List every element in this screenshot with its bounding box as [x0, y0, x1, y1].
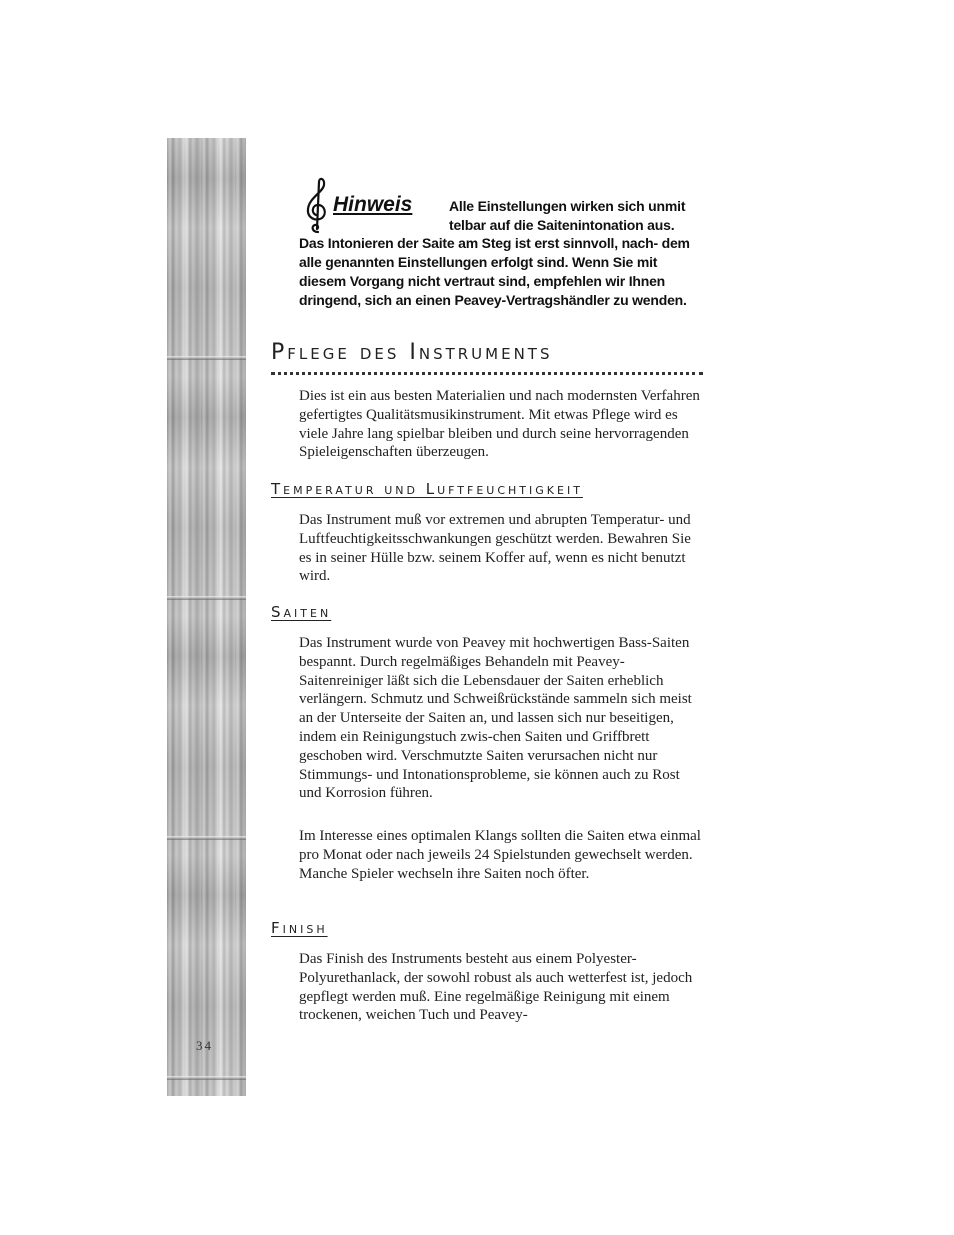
wood-grain-sidebar	[167, 138, 246, 1096]
note-first-lines: Alle Einstellungen wirken sich unmit telbar auf die Saitenintonation aus.	[449, 198, 686, 233]
section-title-temperature: Temperatur und Luftfeuchtigkeit	[271, 480, 583, 498]
page-number: 34	[196, 1038, 213, 1053]
treble-clef-icon	[304, 176, 330, 234]
note-title: Hinweis	[333, 193, 413, 216]
strings-paragraph-2: Im Interesse eines optimalen Klangs sollten die Saiten etwa einmal pro Monat oder nach jeweils 24 Spielstunden gewechselt werden. Manche Spieler wechseln ihre Saiten noch öfter.	[299, 828, 701, 882]
section-title-strings: Saiten	[271, 603, 332, 621]
section-title-care: Pflege des Instruments	[271, 340, 553, 365]
wood-seam	[167, 596, 246, 600]
finish-paragraph: Das Finish des Instruments besteht aus einem Polyester-Polyurethanlack, der sowohl robust als auch wetterfest ist, jedoch gepflegt werden muß. Eine regelmäßige Reinigung mit einem trockenen, weichen Tuch und Peavey-	[299, 951, 693, 1024]
care-intro-paragraph: Dies ist ein aus besten Materialien und nach modernsten Verfahren gefertigtes Qualitätsmusikinstrument. Mit etwas Pflege wird es viele Jahre lang spielbar bleiben und durch seine hervorragenden Spieleigenschaften überzeugen.	[299, 388, 700, 461]
strings-paragraph-1: Das Instrument wurde von Peavey mit hochwertigen Bass-Saiten bespannt. Durch regelmäßiges Behandeln mit Peavey-Saitenreiniger läßt sich die Lebensdauer der Saiten erheblich verlängern. Schmutz und Schweißrückstände sammeln sich meist an der Unterseite der Saiten an, und lassen sich nur beseitigen, indem ein Reinigungstuch zwis-chen Saiten und Griffbrett geschoben wird. Verschmutzte Saiten verursachen nicht nur Stimmungs- und Intonationsprobleme, sie können auch zu Rost und Korrosion führen.	[299, 635, 692, 802]
wood-seam	[167, 356, 246, 360]
wood-seam	[167, 836, 246, 840]
section-title-finish: Finish	[271, 919, 328, 937]
note-body: Das Intonieren der Saite am Steg ist erst sinnvoll, nach- dem alle genannten Einstellungen erfolgt sind. Wenn Sie mit diesem Vorgang nicht vertraut sind, empfehlen wir Ihnen dringend, sich an einen Peavey-Vertragshändler zu wenden.	[299, 235, 690, 308]
wood-seam	[167, 1076, 246, 1080]
dotted-divider	[271, 372, 703, 375]
temperature-paragraph: Das Instrument muß vor extremen und abrupten Temperatur- und Luftfeuchtigkeitsschwankungen geschützt werden. Bewahren Sie es in seiner Hülle bzw. seinem Koffer auf, wenn es nicht benutzt wird.	[299, 512, 691, 585]
